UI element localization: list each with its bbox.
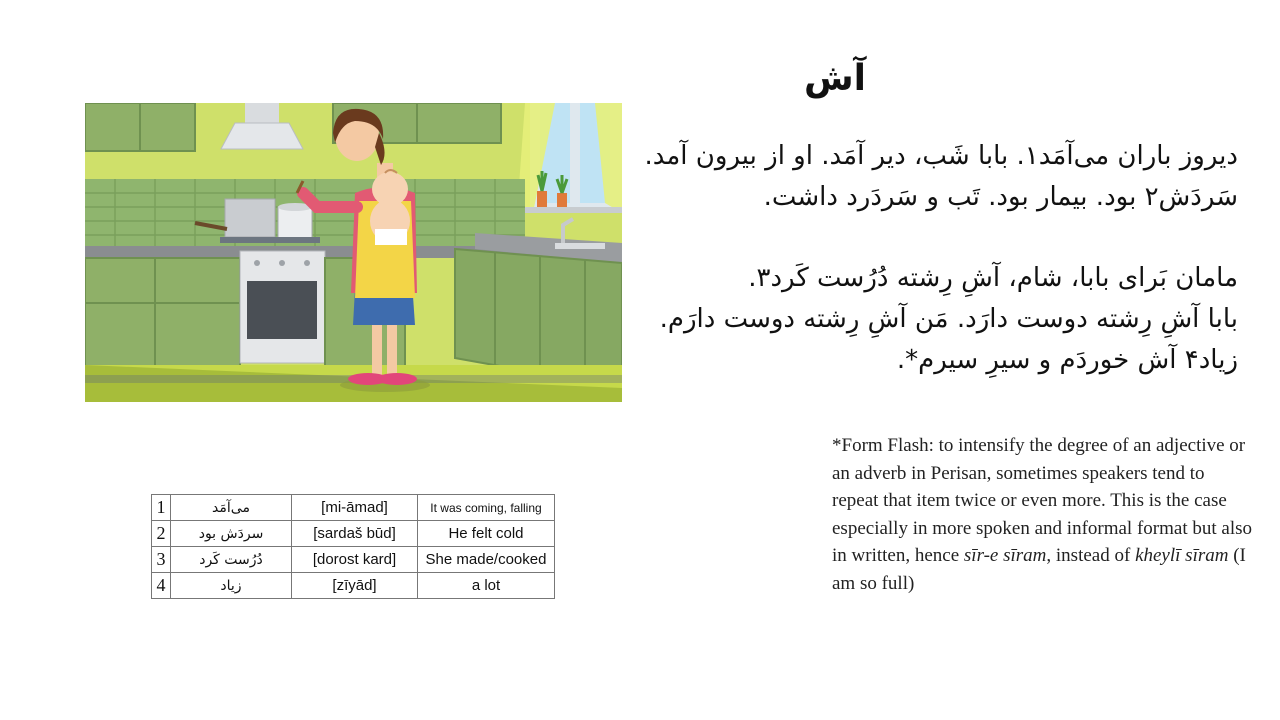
note-italic-example: sīr-e sīram bbox=[963, 545, 1047, 566]
row-number: 3 bbox=[152, 547, 171, 573]
story-line: سَردَش۲ بود. بیمار بود. تَب و سَردَرد داشت. bbox=[763, 182, 1238, 212]
note-text: *Form Flash: to intensify the degree of an adjective or an adverb in Perisan, sometimes speakers tend to repeat that item twice or even more. This is the case especially in more spoken and informal format but also in written, hence bbox=[832, 435, 1252, 566]
story-line: مامان بَرای بابا، شام، آشِ رِشته دُرُست کَرد۳. bbox=[748, 263, 1238, 293]
story-title: آش bbox=[803, 58, 866, 99]
transliteration: [sardaš būd] bbox=[292, 521, 418, 547]
persian-word: می‌آمَد bbox=[171, 495, 292, 521]
english-meaning: She made/cooked bbox=[418, 547, 555, 573]
table-row bbox=[152, 547, 555, 573]
table-row bbox=[152, 495, 555, 521]
paragraph-gap bbox=[640, 218, 1238, 258]
note-italic-example: kheylī sīram bbox=[1135, 545, 1229, 566]
story-line: بابا آشِ رِشته دوست دارَد. مَن آشِ رِشته دوست دارَم. bbox=[659, 304, 1238, 334]
kitchen-illustration bbox=[85, 103, 622, 402]
persian-word: زیاد bbox=[171, 573, 292, 599]
row-number: 4 bbox=[152, 573, 171, 599]
row-number: 2 bbox=[152, 521, 171, 547]
persian-word: سردَش بود bbox=[171, 521, 292, 547]
row-number: 1 bbox=[152, 495, 171, 521]
note-text: (I am so full) bbox=[832, 545, 1246, 594]
table-row bbox=[152, 573, 555, 599]
transliteration: [dorost kard] bbox=[292, 547, 418, 573]
english-meaning: He felt cold bbox=[418, 521, 555, 547]
english-meaning: a lot bbox=[418, 573, 555, 599]
persian-word: دُرُست کَرد bbox=[171, 547, 292, 573]
note-text: , instead of bbox=[1046, 545, 1136, 566]
grammar-note bbox=[832, 432, 1252, 597]
story-text bbox=[640, 136, 1238, 381]
english-meaning: It was coming, falling bbox=[418, 495, 555, 521]
table-row bbox=[152, 521, 555, 547]
story-line: زیاد۴ آش خوردَم و سیرِ سیرم*. bbox=[896, 345, 1238, 375]
vocabulary-table bbox=[151, 494, 555, 599]
transliteration: [zīyād] bbox=[292, 573, 418, 599]
transliteration: [mi-āmad] bbox=[292, 495, 418, 521]
story-line: دیروز باران می‌آمَد۱. بابا شَب، دیر آمَد. او از بیرون آمد. bbox=[644, 141, 1238, 171]
